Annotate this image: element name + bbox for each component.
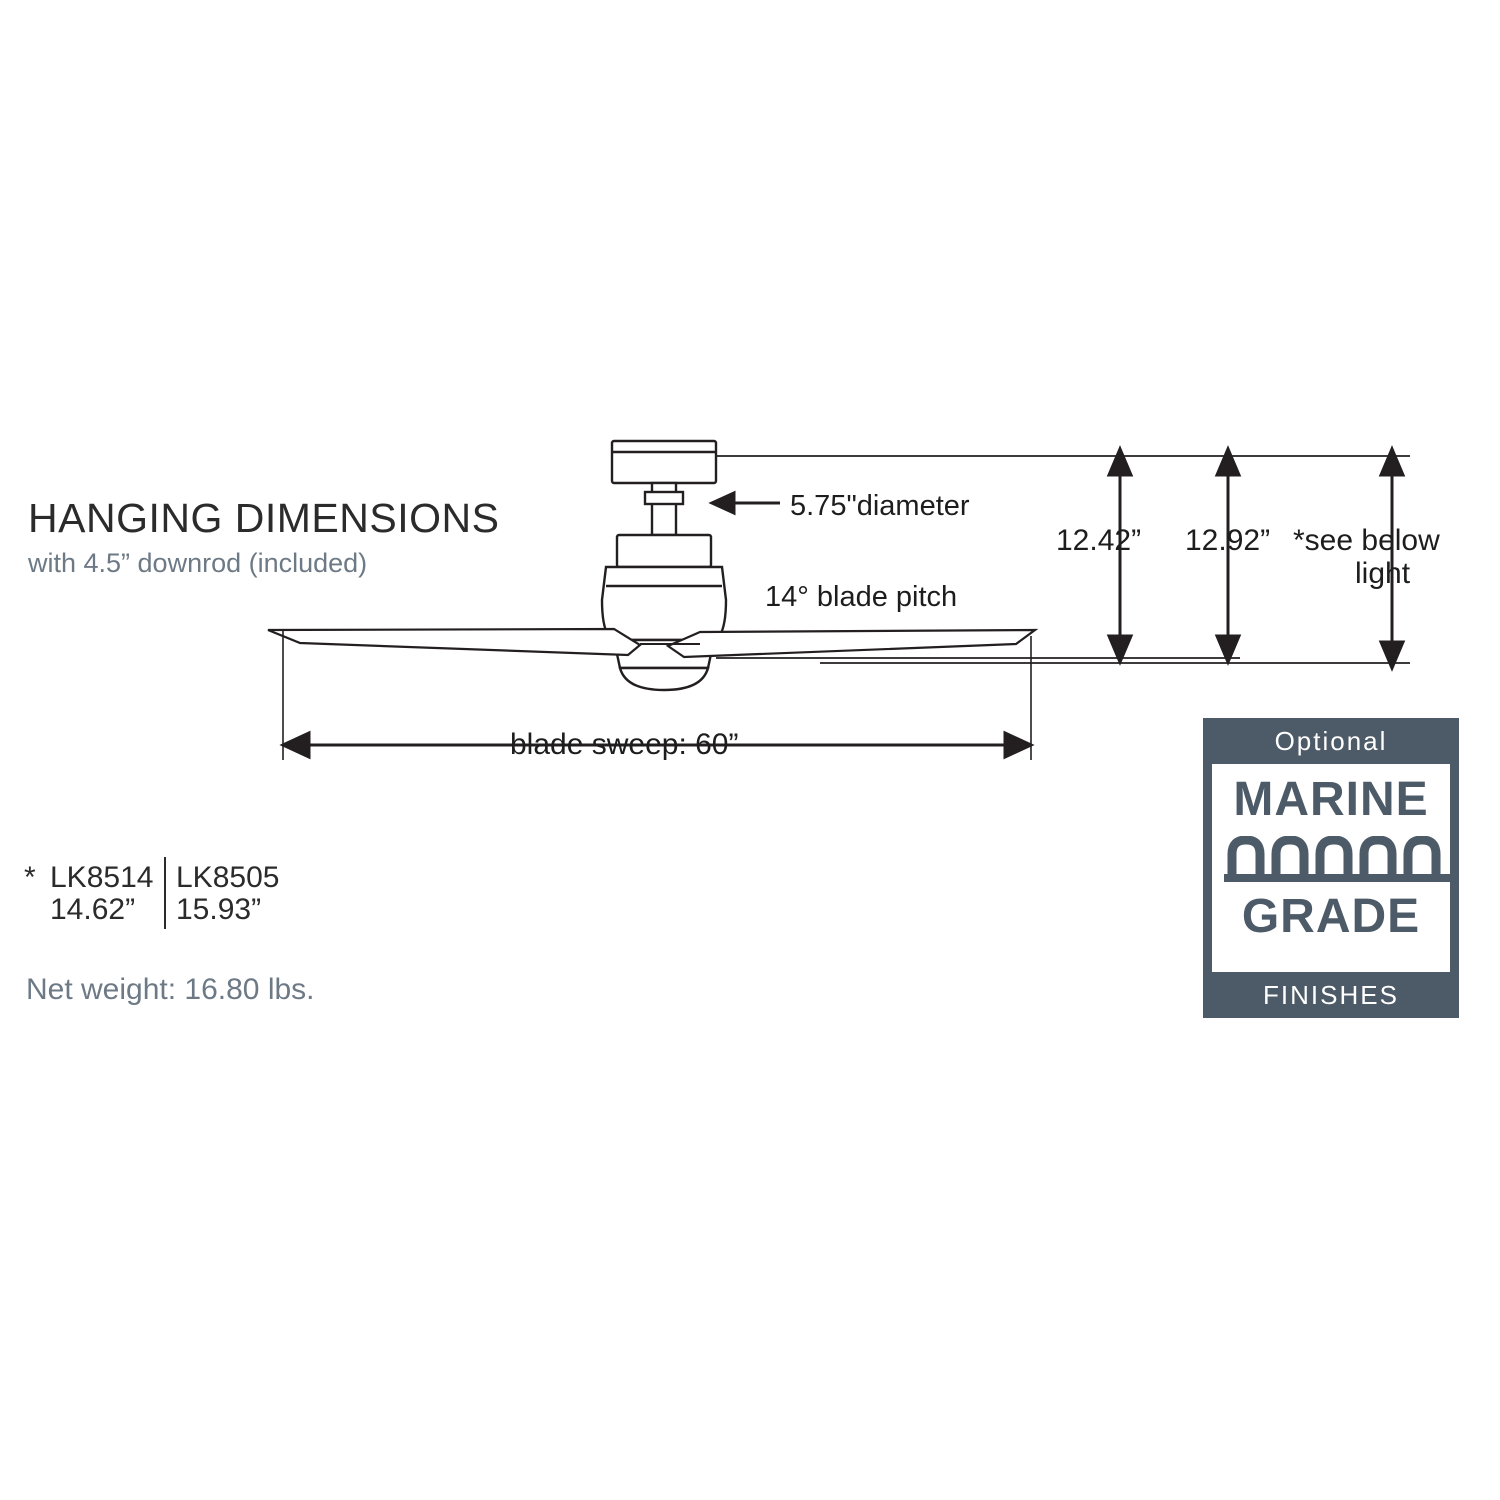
page-title: HANGING DIMENSIONS [28,495,500,541]
footnote-value-1: 14.62” [50,893,136,926]
badge-body [1203,764,1459,972]
diameter-leader [712,493,780,513]
callout-diameter: 5.75"diameter [790,490,970,522]
page-subtitle: with 4.5” downrod (included) [28,548,368,578]
footnote-sku-2: LK8505 [176,861,280,894]
vertical-dimension-3: *see below [1293,524,1440,557]
vertical-dimension-2: 12.92” [1185,524,1271,557]
footnote-divider [164,857,166,929]
coupler [645,492,683,504]
badge-word-grade: GRADE [1241,890,1421,943]
footnote-asterisk: * [24,861,36,894]
canopy [612,441,716,483]
callout-blade-sweep: blade sweep: 60” [510,728,739,761]
footnote-value-2: 15.93” [176,893,262,926]
light-lens [620,668,708,690]
badge-bottom-label: FINISHES [1203,972,1459,1018]
marine-grade-badge [1203,718,1459,1018]
callout-blade-pitch: 14° blade pitch [765,581,958,613]
blade-right [668,630,1035,657]
waves-icon [1224,836,1456,882]
downrod [652,483,676,535]
motor-housing [602,567,726,640]
motor-housing-upper [617,535,711,567]
net-weight-label: Net weight: 16.80 lbs. [26,973,315,1006]
vertical-dimension-1: 12.42” [1056,524,1142,557]
badge-top-label: Optional [1203,718,1459,764]
badge-word-marine: MARINE [1233,773,1429,826]
vertical-dimension-3-line2: light [1355,557,1411,590]
blade-left [268,629,640,655]
footnote-sku-1: LK8514 [50,861,154,894]
